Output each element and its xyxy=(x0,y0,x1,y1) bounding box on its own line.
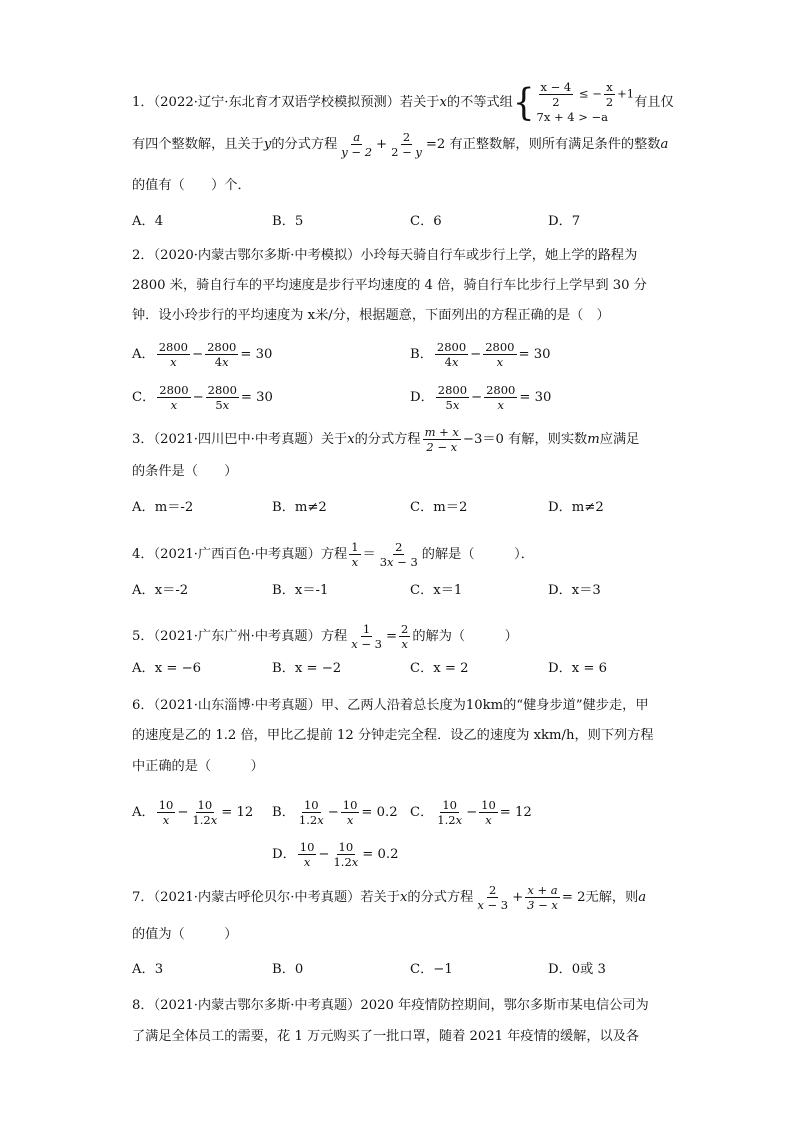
q5-option-c[interactable]: C．x = 2 xyxy=(410,661,469,676)
q3-number: 3． xyxy=(132,432,154,447)
q2-source: （2020·内蒙古鄂尔多斯·中考模拟） xyxy=(153,248,361,263)
inequality-row-2: 7x + 4 > −a xyxy=(536,110,609,124)
question-3-line-1: 3．（2021·四川巴中·中考真题）关于x的分式方程 $\frac{m + x}{2 - x}$ −3＝0 有解，则实数m应满足 xyxy=(132,425,640,454)
question-2-line-1 xyxy=(132,246,637,266)
question-6-line-1: 6．（2021·山东淄博·中考真题）甲、乙两人沿着总长度为10km的“健身步道”健步走，甲 xyxy=(132,698,649,713)
q2-number: 2． xyxy=(132,248,154,263)
q3-option-b[interactable]: B．m≠2 xyxy=(272,500,327,515)
q2-option-b[interactable]: B． $\frac{2800}{4x}$ − $\frac{2800}{x}$ = 30 xyxy=(410,340,551,369)
question-2-line-3: 钟．设小玲步行的平均速度为 x米/分，根据题意，下面列出的方程正确的是（ ） xyxy=(132,308,610,323)
q6-option-d[interactable]: D． $\frac{10}{x}$ − $\frac{10}{1.2x}$ = 0.2 xyxy=(272,840,399,869)
question-2-line-2: 2800 米，骑自行车的平均速度是步行平均速度的 4 倍，骑自行车比步行上学早到 30 分 xyxy=(132,278,647,293)
question-6-line-2: 的速度是乙的 1.2 倍，甲比乙提前 12 分钟走完全程．设乙的速度为 xkm/h，则下列方程 xyxy=(132,728,654,743)
q1-text: 的分式方程 xyxy=(271,137,338,152)
question-1-line-3 xyxy=(132,176,251,196)
q1-option-c[interactable]: C．6 xyxy=(410,214,442,229)
q4-option-d[interactable]: D．x＝3 xyxy=(548,583,601,598)
q4-option-a[interactable]: A．x＝-2 xyxy=(132,583,189,598)
q2-option-d[interactable]: D． $\frac{2800}{5x}$ − $\frac{2800}{x}$ = 30 xyxy=(410,383,552,412)
q3-option-a[interactable]: A．m＝-2 xyxy=(132,500,194,515)
q7-option-d[interactable]: D．0或 3 xyxy=(548,962,606,977)
q5-number: 5． xyxy=(132,629,154,644)
q3-option-d[interactable]: D．m≠2 xyxy=(548,500,604,515)
q1-text: 若关于 xyxy=(399,95,440,110)
q8-number: 8． xyxy=(132,998,154,1013)
q7-option-b[interactable]: B．0 xyxy=(272,962,304,977)
q5-source: （2021·广东广州·中考真题） xyxy=(153,629,321,644)
q4-number: 4． xyxy=(132,547,154,562)
q1-option-d[interactable]: D．7 xyxy=(548,214,581,229)
question-8-line-1: 8．（2021·内蒙古鄂尔多斯·中考真题）2020 年疫情防控期间，鄂尔多斯市某电信公司为 xyxy=(132,998,649,1013)
inequality-system: { $\frac{x - 4}{2}$ ≤ − $\frac{x}{2}$ +1 7x + 4 > −a xyxy=(512,80,635,125)
q6-option-c[interactable]: C． $\frac{10}{1.2x}$ − $\frac{10}{x}$ = 12 xyxy=(410,798,532,827)
q4-option-c[interactable]: C．x＝1 xyxy=(410,583,463,598)
q3-source: （2021·四川巴中·中考真题） xyxy=(153,432,321,447)
question-1-line-1: 1．（2022·辽宁·东北育才双语学校模拟预测）若关于x的不等式组 { $\frac{x - 4}{2}$ ≤ − $\frac{x}{2}$ +1 7x + 4 > −a 有且仅 xyxy=(132,80,674,125)
q6-number: 6． xyxy=(132,698,154,713)
question-3-line-2: 的条件是（ ） xyxy=(132,464,238,479)
question-6-line-3: 中正确的是（ ） xyxy=(132,759,264,774)
q6-option-b[interactable]: B． $\frac{10}{1.2x}$ − $\frac{10}{x}$ = 0.2 xyxy=(272,798,398,827)
q7-number: 7． xyxy=(132,890,154,905)
question-7-line-2: 的值为（ ） xyxy=(132,927,238,942)
question-7-line-1: 7．（2021·内蒙古呼伦贝尔·中考真题）若关于x的分式方程 $\frac{2}{x - 3}$ + $\frac{x + a}{3 - x}$ = 2无解，则a xyxy=(132,883,647,912)
q3-option-c[interactable]: C．m＝2 xyxy=(410,500,468,515)
q1-text: 的不等式组 xyxy=(446,95,513,110)
q5-option-b[interactable]: B．x = −2 xyxy=(272,661,342,676)
q1-option-b[interactable]: B．5 xyxy=(272,214,304,229)
question-1-line-2: 有四个整数解，且关于y的分式方程 $\frac{a}{y - 2}$ + $\frac{2}{2 - y}$ =2 有正整数解，则所有满足条件的整数a xyxy=(132,130,669,159)
q7-option-a[interactable]: A．3 xyxy=(132,962,164,977)
q5-option-d[interactable]: D．x = 6 xyxy=(548,661,608,676)
q6-source: （2021·山东淄博·中考真题） xyxy=(153,698,321,713)
question-5-line-1: 5．（2021·广东广州·中考真题）方程 $\frac{1}{x - 3}$ = $\frac{2}{x}$ 的解为（ ） xyxy=(132,622,518,651)
q1-source: （2022·辽宁·东北育才双语学校模拟预测） xyxy=(153,95,400,110)
q5-option-a[interactable]: A．x = −6 xyxy=(132,661,202,676)
q1-text: 有四个整数解，且关于 xyxy=(132,137,264,152)
q4-source: （2021·广西百色·中考真题） xyxy=(153,547,321,562)
q1-text: 的值有（ ）个． xyxy=(132,178,251,193)
q2-option-c[interactable]: C． $\frac{2800}{x}$ − $\frac{2800}{5x}$ = 30 xyxy=(132,383,273,412)
question-4-line-1: 4．（2021·广西百色·中考真题）方程 $\frac{1}{x}$ ＝ $\frac{2}{3x - 3}$ 的解是（ ）． xyxy=(132,540,534,569)
q8-source: （2021·内蒙古鄂尔多斯·中考真题） xyxy=(153,998,361,1013)
q6-option-a[interactable]: A． $\frac{10}{x}$ − $\frac{10}{1.2x}$ = 12 xyxy=(132,798,254,827)
q1-text: 有且仅 xyxy=(634,95,674,110)
q1-number: 1． xyxy=(132,95,154,110)
q1-option-a[interactable]: A．4 xyxy=(132,214,164,229)
q7-option-c[interactable]: C．−1 xyxy=(410,962,453,977)
q7-source: （2021·内蒙古呼伦贝尔·中考真题） xyxy=(153,890,361,905)
question-8-line-2: 了满足全体员工的需要，花 1 万元购买了一批口罩，随着 2021 年疫情的缓解，以及各 xyxy=(132,1029,640,1044)
q2-text: 小玲每天骑自行车或步行上学，她上学的路程为 xyxy=(360,248,638,263)
q2-option-a[interactable]: A． $\frac{2800}{x}$ − $\frac{2800}{4x}$ = 30 xyxy=(132,340,273,369)
q4-option-b[interactable]: B．x＝-1 xyxy=(272,583,329,598)
q1-text: =2 有正整数解，则所有满足条件的整数 xyxy=(425,137,661,152)
